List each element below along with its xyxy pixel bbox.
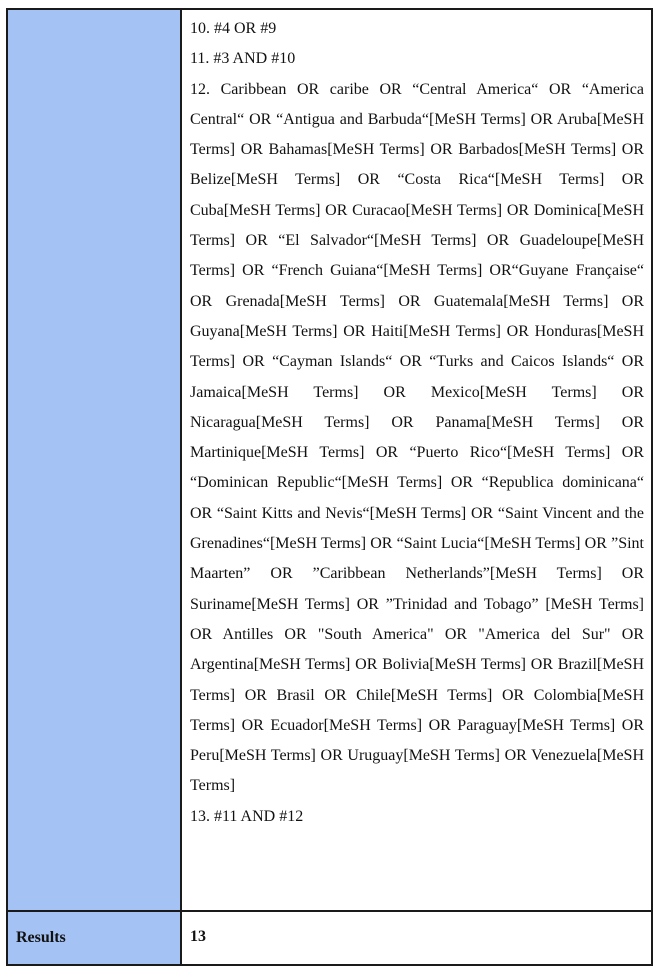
search-line-12: 12. Caribbean OR caribe OR “Central America“ OR “America Central“ OR “Antigua and Barbuda“[MeSH Terms] OR Aruba[MeSH Terms] OR Bahamas[MeSH Terms] OR Barbados[MeSH Terms] OR Belize[MeSH Terms] OR “Costa Rica“[MeSH Terms] OR Cuba[MeSH Terms] OR Curacao[MeSH Terms] OR Dominica[MeSH Terms] OR “El Salvador“[MeSH Terms] OR Guadeloupe[MeSH Terms] OR “French Guiana“[MeSH Terms] OR“Guyane Française“ OR Grenada[MeSH Terms] OR Guatemala[MeSH Terms] OR Guyana[MeSH Terms] OR Haiti[MeSH Terms] OR Honduras[MeSH Terms] OR “Cayman Islands“ OR “Turks and Caicos Islands“ OR Jamaica[MeSH Terms] OR Mexico[MeSH Terms] OR Nicaragua[MeSH Terms] OR Panama[MeSH Terms] OR Martinique[MeSH Terms] OR “Puerto Rico“[MeSH Terms] OR “Dominican Republic“[MeSH Terms] OR “Republica dominicana“ OR “Saint Kitts and Nevis“[MeSH Terms] OR “Saint Vincent and the Grenadines“[MeSH Terms] OR “Saint Lucia“[MeSH Terms] OR ”Sint Maarten” OR ”Caribbean Netherlands”[MeSH Terms] OR Suriname[MeSH Terms] OR ”Trinidad and Tobago” [MeSH Terms] OR Antilles OR "South America" OR "America del Sur" OR Argentina[MeSH Terms] OR Bolivia[MeSH Terms] OR Brazil[MeSH Terms] OR Brasil OR Chile[MeSH Terms] OR Colombia[MeSH Terms] OR Ecuador[MeSH Terms] OR Paraguay[MeSH Terms] OR Peru[MeSH Terms] OR Uruguay[MeSH Terms] OR Venezuela[MeSH Terms]	[190, 80, 644, 795]
strategy-content-cell	[181, 9, 652, 911]
strategy-label-cell	[7, 9, 181, 911]
search-line-13: 13. #11 AND #12	[190, 807, 304, 825]
search-line-11: 11. #3 AND #10	[190, 50, 296, 68]
search-strategy-table	[6, 8, 653, 966]
results-label: Results	[7, 911, 181, 965]
results-value: 13	[181, 911, 652, 965]
results-row	[7, 911, 652, 965]
strategy-row	[7, 9, 652, 911]
search-line-10: 10. #4 OR #9	[190, 20, 277, 37]
